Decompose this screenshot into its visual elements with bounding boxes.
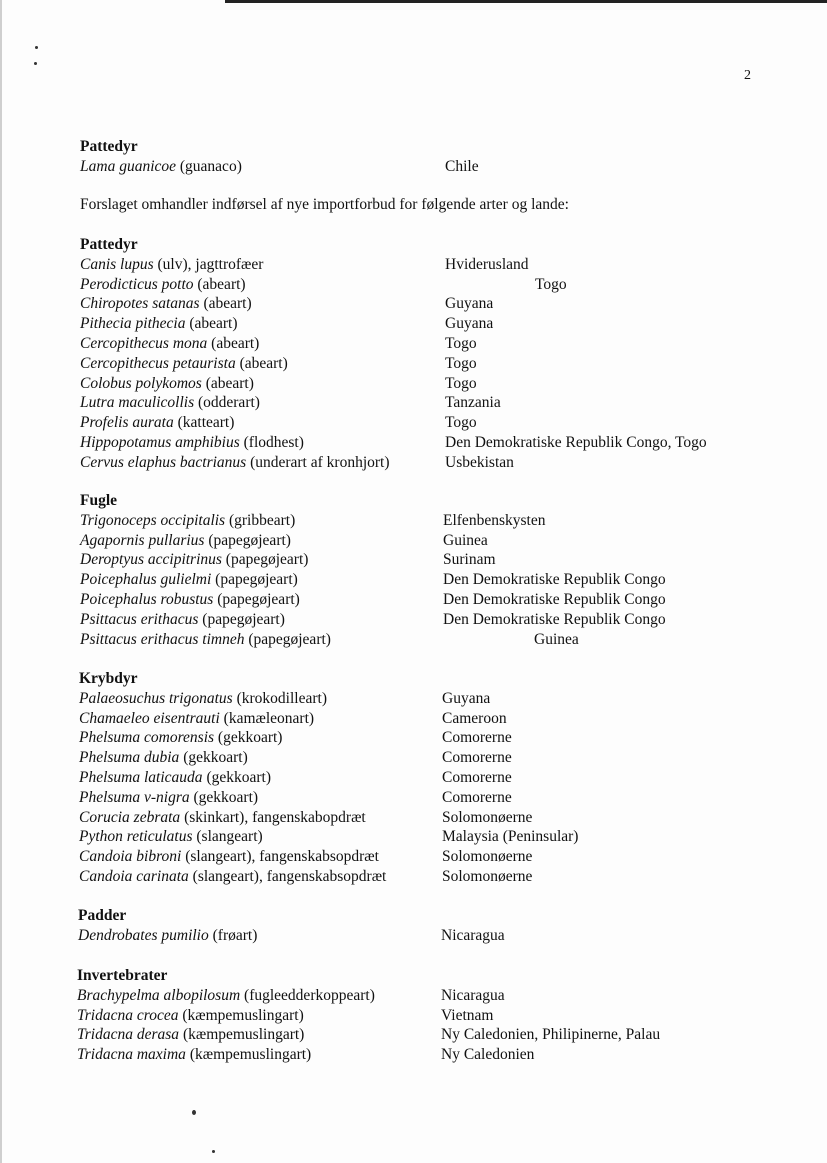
common-name: (abeart)	[201, 374, 254, 392]
common-name: (gekkoart)	[179, 749, 248, 767]
common-name: (abeart)	[235, 354, 288, 372]
latin-name: Phelsuma laticauda	[79, 768, 203, 786]
common-name: (abeart)	[185, 315, 238, 333]
country: Elfenbenskysten	[443, 511, 546, 529]
common-name: (gekkoart)	[202, 768, 271, 786]
species-row	[79, 768, 512, 788]
latin-name: Cercopithecus petaurista	[80, 354, 236, 372]
latin-name: Trigonoceps occipitalis	[80, 511, 226, 529]
common-name: (slangeart), fangenskabsopdræt	[181, 848, 379, 866]
latin-name: Perodicticus potto	[80, 275, 194, 293]
latin-name: Canis lupus	[80, 255, 154, 273]
country: Surinam	[443, 551, 496, 569]
species-row	[77, 1006, 494, 1026]
scan-left-edge	[0, 0, 2, 1163]
section-pattedyr-existing	[80, 137, 479, 177]
latin-name: Phelsuma dubia	[79, 749, 180, 767]
country: Den Demokratiske Republik Congo	[443, 610, 666, 628]
country: Chile	[445, 157, 479, 175]
latin-name: Dendrobates pumilio	[78, 926, 209, 944]
latin-name: Lama guanicoe	[80, 157, 177, 175]
scan-speck	[212, 1150, 215, 1153]
species-row	[80, 374, 477, 394]
latin-name: Candoia carinata	[79, 867, 189, 885]
country: Togo	[445, 334, 477, 352]
section-invertebrater	[77, 966, 661, 1065]
species-row	[80, 157, 479, 177]
species-row	[80, 334, 477, 354]
country: Usbekistan	[445, 453, 514, 471]
common-name: (skinkart), fangenskabopdræt	[180, 808, 366, 826]
species-row	[79, 728, 512, 748]
country: Cameroon	[442, 709, 507, 727]
country: Hviderusland	[445, 255, 529, 273]
latin-name: Python reticulatus	[79, 828, 193, 846]
country: Tanzania	[445, 394, 501, 412]
species-row	[77, 1025, 661, 1045]
country: Comorerne	[442, 768, 512, 786]
common-name: (underart af kronhjort)	[246, 453, 390, 471]
latin-name: Chiropotes satanas	[80, 295, 200, 313]
country: Den Demokratiske Republik Congo, Togo	[445, 433, 707, 451]
species-row	[80, 531, 488, 551]
latin-name: Tridacna maxima	[77, 1046, 186, 1064]
scan-speck	[34, 62, 37, 65]
species-row	[80, 570, 666, 590]
latin-name: Agapornis pullarius	[80, 531, 205, 549]
common-name: (papegøjeart)	[204, 531, 291, 549]
common-name: (abeart)	[199, 295, 252, 313]
country: Comorerne	[442, 729, 512, 747]
common-name: (ulv), jagttrofæer	[153, 255, 264, 273]
latin-name: Colobus polykomos	[80, 374, 202, 392]
country: Togo	[445, 374, 477, 392]
common-name: (slangeart)	[192, 828, 263, 846]
latin-name: Brachypelma albopilosum	[77, 986, 241, 1004]
latin-name: Tridacna derasa	[77, 1026, 180, 1044]
common-name: (gekkoart)	[214, 729, 283, 747]
species-row	[79, 748, 512, 768]
species-row	[80, 433, 707, 453]
common-name: (gekkoart)	[189, 788, 259, 806]
section-fugle	[80, 491, 666, 649]
latin-name: Chamaeleo eisentrauti	[79, 709, 220, 727]
section-pattedyr	[80, 235, 707, 473]
species-row	[79, 689, 491, 709]
country: Guyana	[445, 295, 494, 313]
species-row	[80, 413, 477, 433]
common-name: (kæmpemuslingart)	[185, 1046, 312, 1064]
common-name: (flodhest)	[239, 433, 304, 451]
common-name: (abeart)	[193, 275, 246, 293]
country: Togo	[445, 414, 477, 432]
species-row	[79, 788, 512, 808]
species-row	[79, 808, 533, 828]
latin-name: Lutra maculicollis	[80, 394, 195, 412]
species-row	[80, 275, 567, 295]
common-name: (kæmpemuslingart)	[178, 1006, 304, 1024]
species-row	[80, 255, 529, 275]
section-heading: Pattedyr	[80, 138, 138, 155]
common-name: (papegøjeart)	[213, 590, 300, 608]
latin-name: Psittacus erithacus timneh	[80, 630, 245, 648]
species-row	[77, 986, 505, 1006]
latin-name: Cercopithecus mona	[80, 334, 208, 352]
latin-name: Cervus elaphus bactrianus	[80, 453, 247, 471]
latin-name: Phelsuma comorensis	[79, 729, 215, 747]
latin-name: Deroptyus accipitrinus	[80, 551, 222, 569]
scan-speck	[192, 1110, 196, 1115]
country: Ny Caledonien, Philipinerne, Palau	[441, 1026, 661, 1044]
page-number: 2	[744, 68, 751, 83]
section-heading: Padder	[78, 907, 127, 924]
latin-name: Corucia zebrata	[79, 808, 181, 826]
section-heading: Krybdyr	[79, 670, 138, 687]
country: Solomonøerne	[442, 848, 533, 866]
country: Guyana	[442, 689, 491, 707]
species-row	[80, 354, 477, 374]
section-heading: Invertebrater	[77, 967, 168, 984]
country: Nicaragua	[441, 926, 505, 944]
country: Den Demokratiske Republik Congo	[443, 590, 666, 608]
latin-name: Pithecia pithecia	[80, 315, 186, 333]
common-name: (papegøjeart)	[221, 551, 309, 569]
scan-speck	[35, 46, 38, 49]
common-name: (abeart)	[207, 334, 260, 352]
species-row	[80, 590, 666, 610]
section-heading: Pattedyr	[80, 236, 138, 253]
latin-name: Poicephalus gulielmi	[80, 571, 212, 589]
common-name: (kamæleonart)	[219, 709, 315, 727]
country: Comorerne	[442, 788, 512, 806]
species-row	[79, 867, 533, 887]
country: Guinea	[534, 630, 579, 648]
latin-name: Palaeosuchus trigonatus	[79, 689, 233, 707]
latin-name: Psittacus erithacus	[80, 610, 199, 628]
common-name: (papegøjeart)	[211, 571, 298, 589]
country: Togo	[535, 275, 567, 293]
latin-name: Poicephalus robustus	[80, 590, 214, 608]
species-row	[78, 926, 505, 946]
common-name: (gribbeart)	[225, 511, 296, 529]
latin-name: Profelis aurata	[80, 414, 174, 432]
country: Guinea	[443, 531, 488, 549]
section-padder	[78, 906, 505, 946]
latin-name: Phelsuma v-nigra	[79, 788, 190, 806]
species-row	[79, 847, 533, 867]
species-row	[80, 511, 546, 531]
species-row	[79, 709, 507, 729]
latin-name: Hippopotamus amphibius	[80, 433, 240, 451]
country: Ny Caledonien	[441, 1046, 535, 1064]
section-krybdyr	[79, 669, 579, 887]
scan-top-border	[225, 0, 827, 3]
common-name: (kæmpemuslingart)	[179, 1026, 305, 1044]
species-row	[77, 1045, 535, 1065]
common-name: (papegøjeart)	[198, 610, 285, 628]
country: Togo	[445, 354, 477, 372]
latin-name: Tridacna crocea	[77, 1006, 179, 1024]
intro-text: Forslaget omhandler indførsel af nye importforbud for følgende arter og lande:	[80, 196, 569, 213]
country: Den Demokratiske Republik Congo	[443, 571, 666, 589]
common-name: (frøart)	[208, 926, 258, 944]
species-row	[80, 294, 494, 314]
country: Vietnam	[441, 1006, 494, 1024]
latin-name: Candoia bibroni	[79, 848, 182, 866]
species-row	[80, 453, 514, 473]
species-row	[79, 827, 579, 847]
common-name: (krokodilleart)	[232, 689, 327, 707]
common-name: (katteart)	[173, 414, 235, 432]
section-heading: Fugle	[80, 492, 118, 509]
common-name: (fugleedderkoppeart)	[240, 986, 375, 1004]
country: Comorerne	[442, 749, 512, 767]
common-name: (odderart)	[194, 394, 260, 412]
species-row	[80, 314, 494, 334]
country: Solomonøerne	[442, 808, 533, 826]
country: Malaysia (Peninsular)	[442, 828, 579, 846]
species-row	[80, 550, 496, 570]
common-name: (papegøjeart)	[244, 630, 331, 648]
country: Solomonøerne	[442, 867, 533, 885]
species-row	[80, 610, 666, 630]
species-row	[80, 630, 579, 650]
common-name: (slangeart), fangenskabsopdræt	[188, 867, 387, 885]
common-name: (guanaco)	[176, 157, 242, 175]
country: Guyana	[445, 315, 494, 333]
species-row	[80, 393, 501, 413]
country: Nicaragua	[441, 986, 505, 1004]
